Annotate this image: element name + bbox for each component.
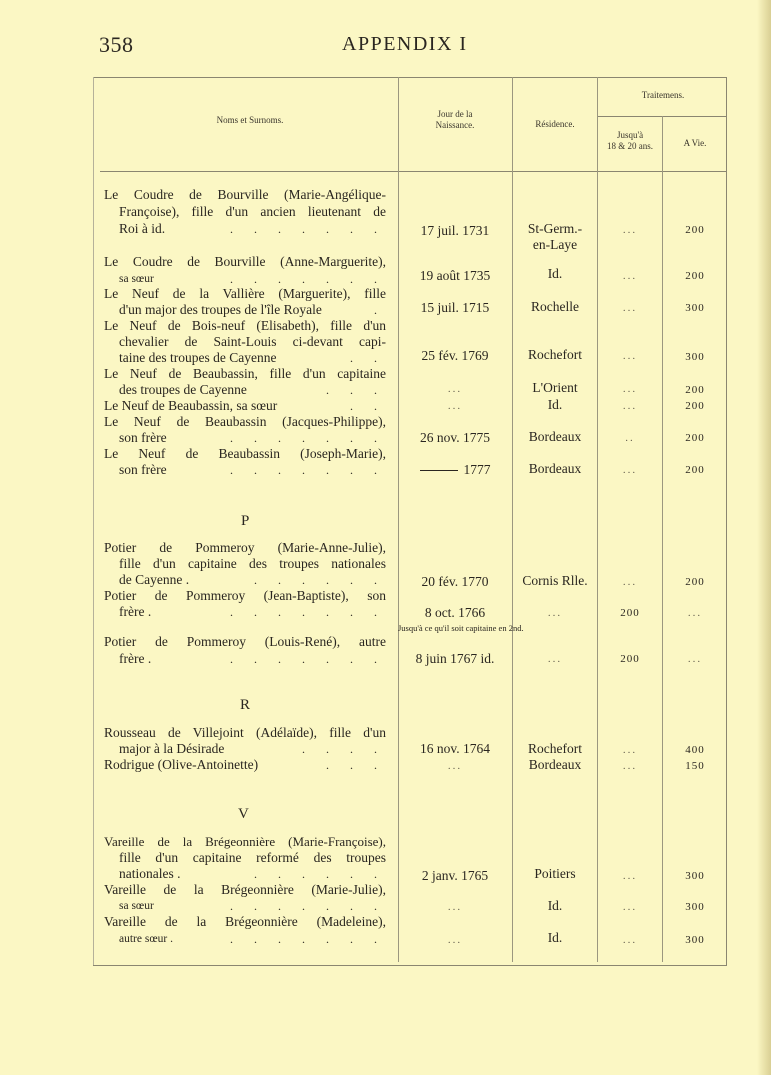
until-value: ... — [622, 383, 638, 395]
entry-line: Potier de Pommeroy (Jean-Baptiste), son — [104, 588, 386, 603]
entry-line: taine des troupes de Cayenne . . — [119, 350, 386, 365]
column-rule-names — [398, 77, 399, 962]
until-value: .. — [625, 432, 635, 444]
entry-line: Le Neuf de Bois-neuf (Elisabeth), fille d'un — [104, 318, 386, 333]
until-value: ... — [622, 224, 638, 236]
column-rule-names-left — [93, 77, 94, 965]
entry-line: autre sœur . . . . . . . . — [119, 932, 386, 946]
ditto-dash — [420, 470, 458, 471]
residence: Poitiers — [534, 866, 576, 881]
life-value: 300 — [685, 351, 705, 363]
footnote-note: Jusqu'à ce qu'il soit capitaine en 2nd. — [398, 623, 524, 633]
life-value: 200 — [685, 384, 705, 396]
birth-date: ... — [447, 383, 463, 395]
residence: Cornis Rlle. — [522, 573, 588, 588]
page-edge-shadow — [757, 0, 771, 1075]
column-rule-until — [662, 116, 663, 962]
residence: Bordeaux — [528, 429, 582, 444]
birth-date: ... — [447, 760, 463, 772]
birth-date: 1777 — [400, 462, 510, 478]
column-rule-birth — [512, 77, 513, 962]
residence: L'Orient — [532, 380, 578, 395]
section-letter: R — [240, 697, 251, 713]
until-value: ... — [622, 400, 638, 412]
entry-line: Le Coudre de Bourville (Anne-Marguerite), — [104, 254, 386, 269]
entry-line: d'un major des troupes de l'île Royale . — [119, 302, 386, 317]
birth-date: ... — [447, 934, 463, 946]
birth-date: 8 oct. 1766 — [424, 605, 486, 620]
life-value: 200 — [685, 464, 705, 476]
birth-date: 16 nov. 1764 — [420, 741, 490, 756]
table-top-rule — [93, 77, 727, 78]
header-life: A Vie. — [683, 138, 707, 148]
entry-line: Potier de Pommeroy (Louis-René), autre — [104, 634, 386, 649]
entry-line: nationales . . . . . . . — [119, 866, 386, 881]
entry-line: frère . . . . . . . . — [119, 604, 386, 619]
life-value: 200 — [685, 270, 705, 282]
until-value: ... — [622, 350, 638, 362]
header-birth-2: Naissance. — [435, 120, 475, 130]
until-value: ... — [622, 576, 638, 588]
header-names: Noms et Surnoms. — [216, 115, 284, 125]
entry-line: fille d'un capitaine des troupes nationales — [119, 556, 386, 571]
entry-line: Le Neuf de Beaubassin (Jacques-Philippe), — [104, 414, 386, 429]
birth-date: ... — [447, 400, 463, 412]
until-value: ... — [622, 760, 638, 772]
entry-line: Françoise), fille d'un ancien lieutenant de — [119, 204, 386, 219]
life-value: 150 — [685, 760, 705, 772]
entry-line: Rousseau de Villejoint (Adélaïde), fille d'un — [104, 725, 386, 740]
birth-date: 20 fév. 1770 — [421, 574, 489, 589]
residence: ... — [547, 653, 563, 665]
life-value: 300 — [685, 302, 705, 314]
section-letter: V — [238, 806, 249, 822]
until-value: ... — [622, 901, 638, 913]
until-value: ... — [622, 302, 638, 314]
until-value: ... — [622, 744, 638, 756]
life-value: 300 — [685, 934, 705, 946]
entry-line: Le Coudre de Bourville (Marie-Angélique- — [104, 187, 386, 202]
birth-date: 2 janv. 1765 — [421, 868, 489, 883]
birth-date: 25 fév. 1769 — [421, 348, 489, 363]
residence: Bordeaux — [528, 757, 582, 772]
life-value: 200 — [685, 432, 705, 444]
birth-date: 19 août 1735 — [419, 268, 491, 283]
entry-line: major à la Désirade . . . . — [119, 741, 386, 756]
until-value: ... — [622, 464, 638, 476]
life-value: 400 — [685, 744, 705, 756]
residence: Rochefort — [528, 347, 582, 362]
until-value: ... — [622, 270, 638, 282]
birth-date: 17 juil. 1731 — [420, 223, 490, 238]
until-value: 200 — [620, 607, 640, 619]
life-value: ... — [687, 653, 703, 665]
entry-line: chevalier de Saint-Louis ci-devant capi- — [119, 334, 386, 349]
birth-date: 15 juil. 1715 — [420, 300, 490, 315]
entry-line: Potier de Pommeroy (Marie-Anne-Julie), — [104, 540, 386, 555]
residence: Id. — [547, 397, 563, 412]
page-number: 358 — [99, 32, 134, 57]
header-residence: Résidence. — [535, 119, 575, 129]
residence: en-Laye — [532, 237, 578, 252]
entry-line: des troupes de Cayenne . . . — [119, 382, 386, 397]
entry-line: Le Neuf de Beaubassin, fille d'un capitaine — [104, 366, 386, 381]
residence: St-Germ.- — [527, 221, 583, 236]
column-rule-residence — [597, 77, 598, 962]
until-value: ... — [622, 934, 638, 946]
entry-line: Le Neuf de Beaubassin (Joseph-Marie), — [104, 446, 386, 461]
entry-line: Roi à id. . . . . . . . — [119, 221, 386, 236]
life-value: 200 — [685, 400, 705, 412]
header-until-2: 18 & 20 ans. — [607, 141, 653, 151]
header-salaries: Traitemens. — [641, 90, 685, 100]
entry-line: de Cayenne . . . . . . . — [119, 572, 386, 587]
life-value: 200 — [685, 576, 705, 588]
header-until-1: Jusqu'à — [616, 130, 644, 140]
section-letter: P — [241, 513, 250, 529]
life-value: 300 — [685, 870, 705, 882]
entry-line: Vareille de la Brégeonnière (Marie-Françoise), — [104, 834, 386, 849]
birth-date: ... — [447, 901, 463, 913]
entry-line: sa sœur . . . . . . . — [119, 899, 386, 913]
entry-line: Le Neuf de la Vallière (Marguerite), fille — [104, 286, 386, 301]
residence: Id. — [547, 898, 563, 913]
until-value: ... — [622, 870, 638, 882]
birth-date: 26 nov. 1775 — [420, 430, 490, 445]
entry-line: son frère . . . . . . . — [119, 462, 386, 477]
life-value: 300 — [685, 901, 705, 913]
header-birth-1: Jour de la — [437, 109, 473, 119]
entry-line: fille d'un capitaine reformé des troupes — [119, 850, 386, 865]
entry-line: Rodrigue (Olive-Antoinette) . . . — [104, 757, 386, 772]
header-bottom-rule — [100, 171, 727, 172]
residence: Id. — [547, 930, 563, 945]
until-value: 200 — [620, 653, 640, 665]
entry-line: Vareille de la Brégeonnière (Madeleine), — [104, 914, 386, 929]
residence: Rochefort — [528, 741, 582, 756]
entry-line: Vareille de la Brégeonnière (Marie-Julie), — [104, 882, 386, 897]
residence: Bordeaux — [528, 461, 582, 476]
life-value: 200 — [685, 224, 705, 236]
residence: Id. — [547, 266, 563, 281]
entry-line: frère . . . . . . . . — [119, 651, 386, 666]
birth-date: 8 juin 1767 id. — [415, 651, 495, 666]
residence: ... — [547, 607, 563, 619]
entry-line: sa sœur . . . . . . . — [119, 272, 386, 286]
residence: Rochelle — [531, 299, 579, 314]
entry-line: Le Neuf de Beaubassin, sa sœur . . — [104, 398, 386, 413]
running-head: APPENDIX I — [342, 33, 468, 55]
entry-line: son frère . . . . . . . — [119, 430, 386, 445]
life-value: ... — [687, 607, 703, 619]
